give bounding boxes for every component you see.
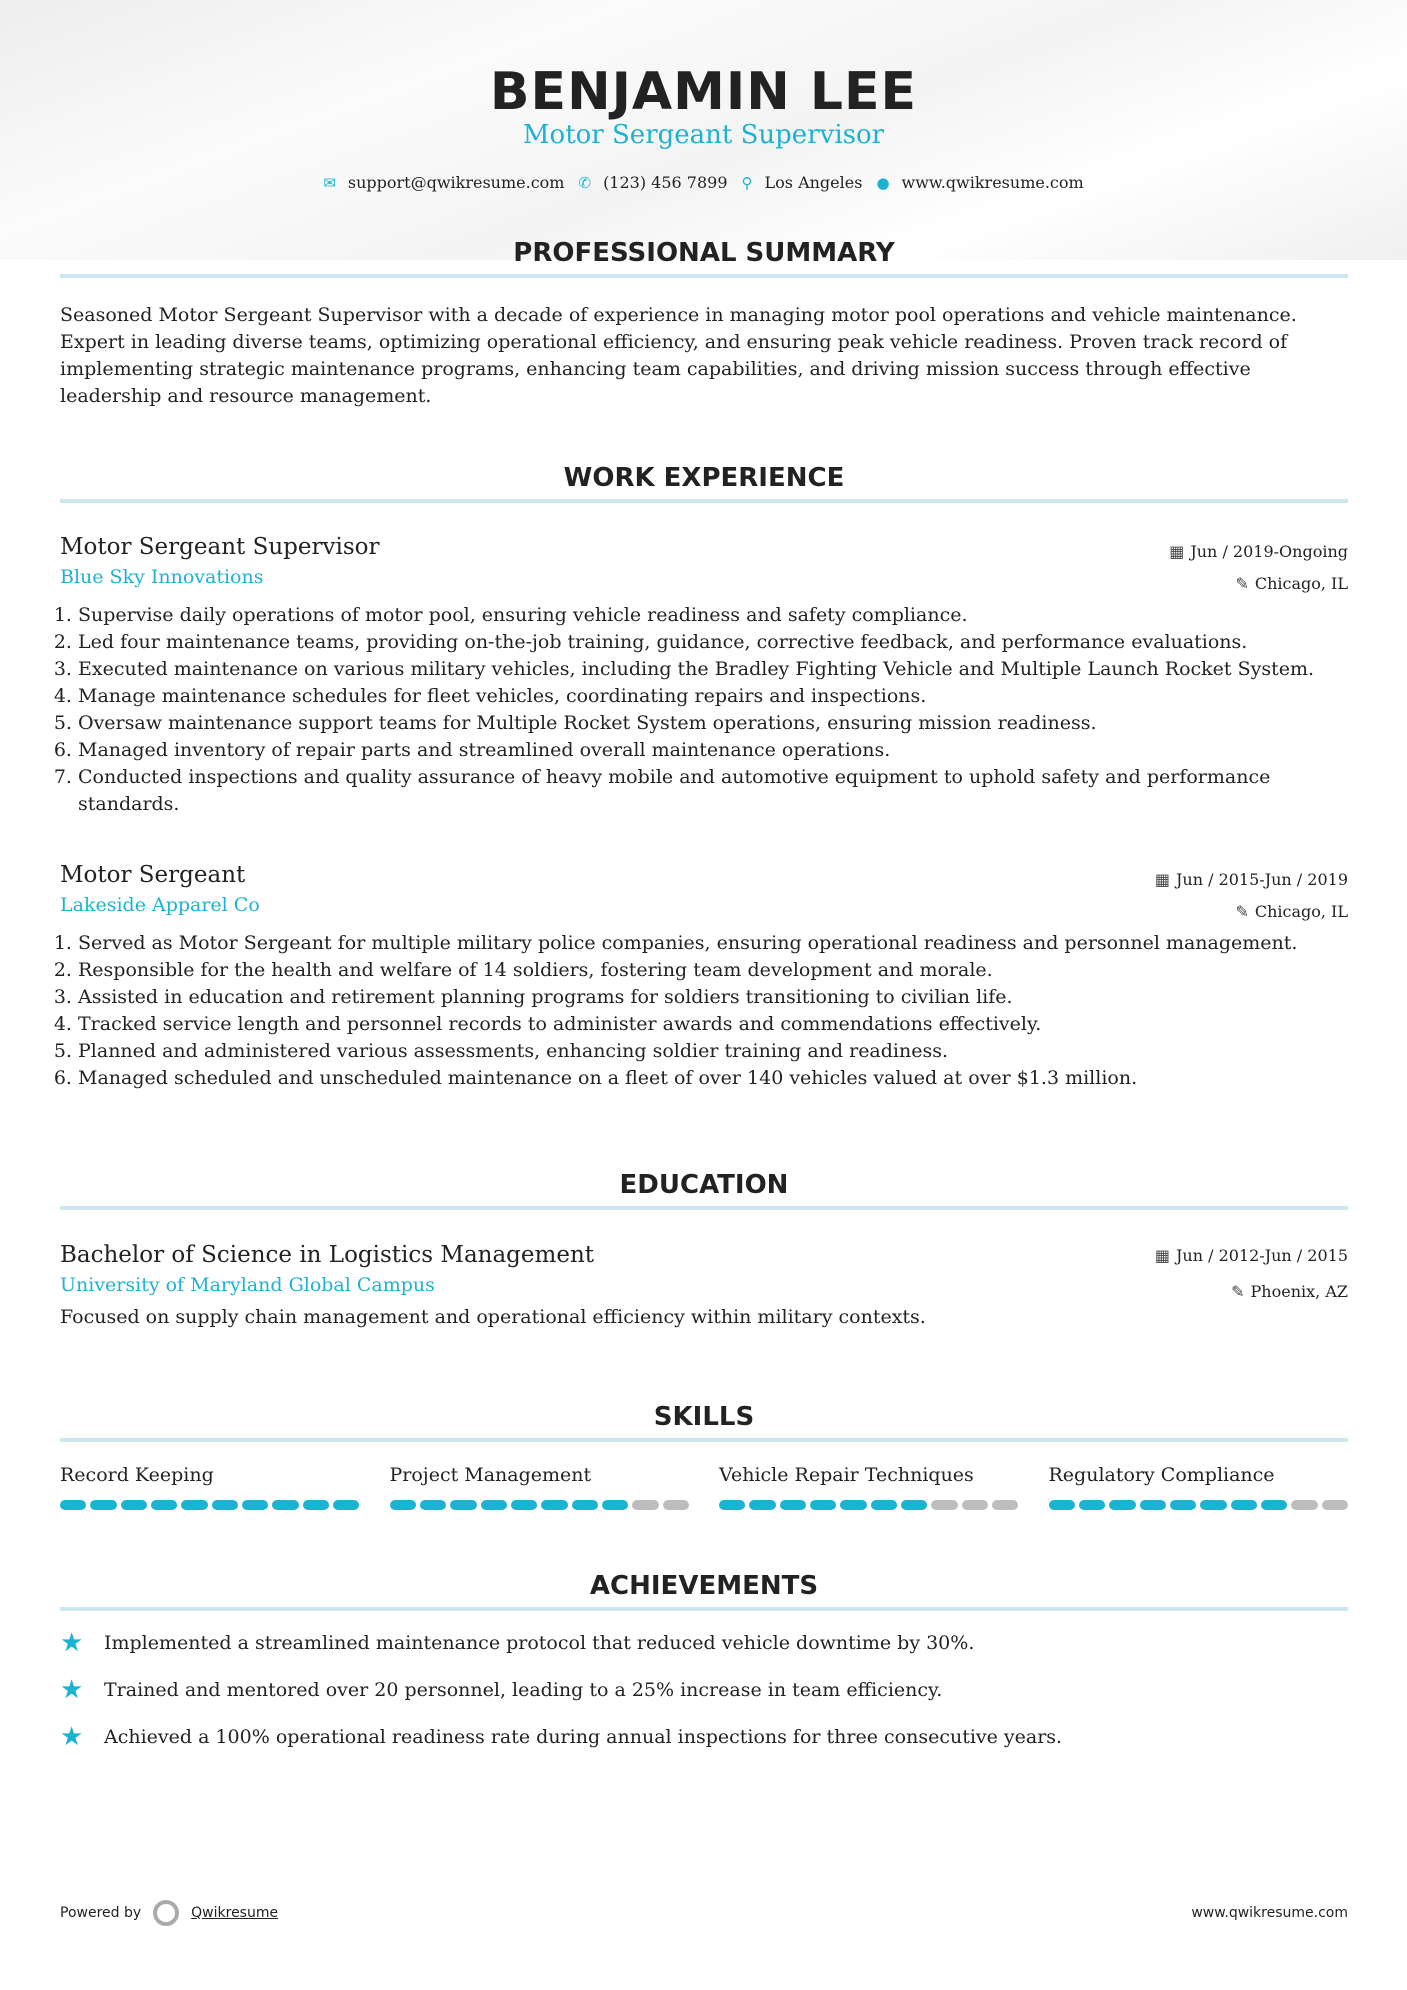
- calendar-icon: ▦: [1169, 542, 1185, 561]
- website[interactable]: www.qwikresume.com: [901, 173, 1084, 192]
- skill-item: [719, 1464, 1019, 1510]
- skill-level-segment: [962, 1500, 988, 1510]
- company-name: Blue Sky Innovations: [60, 566, 264, 588]
- achievement-item: ★ Trained and mentored over 20 personnel, leading to a 25% increase in team efficiency.: [60, 1675, 943, 1705]
- divider: [60, 1206, 1348, 1210]
- email[interactable]: support@qwikresume.com: [347, 173, 565, 192]
- job-dates: ▦ Jun / 2019-Ongoing: [1169, 542, 1348, 561]
- section-heading: EDUCATION: [619, 1170, 789, 1200]
- skill-level-bar: [390, 1500, 690, 1510]
- list-item: 6. Managed scheduled and unscheduled maintenance on a fleet of over 140 vehicles valued at over $1.3 million.: [78, 1065, 1348, 1092]
- section-heading: ACHIEVEMENTS: [589, 1571, 819, 1601]
- skill-level-bar: [1049, 1500, 1349, 1510]
- location: Los Angeles: [764, 173, 863, 192]
- skill-level-segment: [151, 1500, 177, 1510]
- section-heading: SKILLS: [653, 1402, 755, 1432]
- contact-bar: [0, 173, 1407, 192]
- skill-level-segment: [1291, 1500, 1317, 1510]
- skill-level-segment: [572, 1500, 598, 1510]
- skill-level-segment: [871, 1500, 897, 1510]
- phone: (123) 456 7899: [603, 173, 728, 192]
- pin-icon: ✎: [1231, 1282, 1245, 1301]
- skill-level-segment: [420, 1500, 446, 1510]
- skill-level-bar: [60, 1500, 360, 1510]
- skill-level-segment: [1200, 1500, 1226, 1510]
- skill-level-segment: [1109, 1500, 1135, 1510]
- skill-name: Regulatory Compliance: [1048, 1464, 1275, 1486]
- skill-level-segment: [242, 1500, 268, 1510]
- summary-section: [60, 238, 1348, 410]
- list-item: 1. Supervise daily operations of motor pool, ensuring vehicle readiness and safety compliance.: [78, 602, 1348, 629]
- skill-name: Record Keeping: [60, 1464, 214, 1486]
- brand-link[interactable]: Qwikresume: [191, 1905, 279, 1921]
- skill-item: [1049, 1464, 1349, 1510]
- skill-level-segment: [1170, 1500, 1196, 1510]
- skill-item: [60, 1464, 360, 1510]
- skill-level-segment: [212, 1500, 238, 1510]
- education-section: [60, 1170, 1348, 1210]
- list-item: 5. Planned and administered various assessments, enhancing soldier training and readiness.: [78, 1038, 1348, 1065]
- list-item: 7. Conducted inspections and quality assurance of heavy mobile and automotive equipment to uphold safety and performance standards.: [78, 764, 1348, 818]
- summary-text: Seasoned Motor Sergeant Supervisor with a decade of experience in managing motor pool operations and vehicle maintenance. Expert in leading diverse teams, optimizing operational efficiency, and ensuring peak vehicle readiness. Proven track record of implementing strategic maintenance programs, enhancing team capabilities, and driving mission success through effective leadership and resource management.: [60, 304, 1297, 407]
- education-description: Focused on supply chain management and operational efficiency within military contexts.: [60, 1306, 926, 1328]
- skill-level-segment: [931, 1500, 957, 1510]
- skill-level-segment: [749, 1500, 775, 1510]
- job-bullets: [60, 602, 1348, 818]
- achievement-item: ★ Achieved a 100% operational readiness rate during annual inspections for three consecutive years.: [60, 1722, 1063, 1752]
- list-item: 2. Led four maintenance teams, providing on-the-job training, guidance, corrective feedback, and performance evaluations.: [78, 629, 1348, 656]
- skill-level-segment: [90, 1500, 116, 1510]
- job-title: Motor Sergeant Supervisor: [60, 534, 380, 560]
- achievement-item: ★ Implemented a streamlined maintenance protocol that reduced vehicle downtime by 30%.: [60, 1628, 975, 1658]
- section-heading: PROFESSIONAL SUMMARY: [513, 238, 895, 268]
- achievements-section: [60, 1571, 1348, 1752]
- education-dates: ▦ Jun / 2012-Jun / 2015: [1154, 1246, 1348, 1265]
- skills-list: [60, 1464, 1348, 1510]
- job-location: ✎ Chicago, IL: [1235, 902, 1348, 921]
- education-location: ✎ Phoenix, AZ: [1231, 1282, 1348, 1301]
- section-heading: WORK EXPERIENCE: [563, 463, 845, 493]
- star-icon: ★: [60, 1628, 84, 1658]
- skill-level-segment: [840, 1500, 866, 1510]
- skill-level-segment: [333, 1500, 359, 1510]
- footer: [60, 1900, 1348, 1926]
- skill-level-segment: [632, 1500, 658, 1510]
- school-name: University of Maryland Global Campus: [60, 1274, 435, 1296]
- skill-level-segment: [663, 1500, 689, 1510]
- skill-item: [390, 1464, 690, 1510]
- list-item: 4. Manage maintenance schedules for fleet vehicles, coordinating repairs and inspections.: [78, 683, 1348, 710]
- skill-level-segment: [60, 1500, 86, 1510]
- candidate-title: Motor Sergeant Supervisor: [522, 120, 885, 150]
- company-name: Lakeside Apparel Co: [60, 894, 260, 916]
- star-icon: ★: [60, 1722, 84, 1752]
- education-entry: [60, 1242, 1348, 1331]
- job-title: Motor Sergeant: [60, 862, 246, 888]
- work-section: [60, 463, 1348, 503]
- skill-level-segment: [719, 1500, 745, 1510]
- list-item: 6. Managed inventory of repair parts and streamlined overall maintenance operations.: [78, 737, 1348, 764]
- degree: Bachelor of Science in Logistics Management: [60, 1242, 594, 1268]
- pin-icon: ✎: [1235, 902, 1249, 921]
- skill-level-segment: [1049, 1500, 1075, 1510]
- job-entry: [60, 534, 1348, 818]
- pin-icon: ✎: [1235, 574, 1249, 593]
- job-entry: [60, 862, 1348, 1092]
- divider: [60, 1438, 1348, 1442]
- skill-level-segment: [810, 1500, 836, 1510]
- skill-level-segment: [541, 1500, 567, 1510]
- skill-level-segment: [390, 1500, 416, 1510]
- skill-level-segment: [481, 1500, 507, 1510]
- footer-website[interactable]: www.qwikresume.com: [1191, 1905, 1348, 1921]
- skill-level-segment: [1322, 1500, 1348, 1510]
- job-dates: ▦ Jun / 2015-Jun / 2019: [1154, 870, 1348, 889]
- skill-level-segment: [780, 1500, 806, 1510]
- skill-level-segment: [450, 1500, 476, 1510]
- location-icon: ⚲: [741, 173, 753, 192]
- skill-level-segment: [1261, 1500, 1287, 1510]
- skill-level-segment: [1231, 1500, 1257, 1510]
- phone-icon: ✆: [578, 173, 592, 192]
- skill-level-segment: [1140, 1500, 1166, 1510]
- divider: [60, 274, 1348, 278]
- star-icon: ★: [60, 1675, 84, 1705]
- skill-level-segment: [121, 1500, 147, 1510]
- skill-level-segment: [1079, 1500, 1105, 1510]
- calendar-icon: ▦: [1154, 1246, 1170, 1265]
- qwikresume-logo-icon: [153, 1900, 179, 1926]
- globe-icon: ●: [876, 173, 890, 192]
- skills-section: [60, 1402, 1348, 1510]
- email-icon: ✉: [323, 173, 336, 192]
- list-item: 4. Tracked service length and personnel records to administer awards and commendations effectively.: [78, 1011, 1348, 1038]
- skill-level-segment: [181, 1500, 207, 1510]
- divider: [60, 1607, 1348, 1611]
- skill-level-segment: [901, 1500, 927, 1510]
- list-item: 3. Assisted in education and retirement planning programs for soldiers transitioning to civilian life.: [78, 984, 1348, 1011]
- skill-name: Vehicle Repair Techniques: [719, 1464, 974, 1486]
- skill-level-segment: [272, 1500, 298, 1510]
- powered-by: Powered by: [60, 1905, 142, 1921]
- list-item: 3. Executed maintenance on various military vehicles, including the Bradley Fighting Vehicle and Multiple Launch Rocket System.: [78, 656, 1348, 683]
- job-bullets: [60, 930, 1348, 1092]
- skill-level-segment: [602, 1500, 628, 1510]
- skill-level-segment: [992, 1500, 1018, 1510]
- skill-level-segment: [511, 1500, 537, 1510]
- skill-level-bar: [719, 1500, 1019, 1510]
- candidate-name: BENJAMIN LEE: [489, 62, 918, 122]
- divider: [60, 499, 1348, 503]
- skill-name: Project Management: [389, 1464, 592, 1486]
- job-location: ✎ Chicago, IL: [1235, 574, 1348, 593]
- list-item: 2. Responsible for the health and welfare of 14 soldiers, fostering team development and morale.: [78, 957, 1348, 984]
- list-item: 5. Oversaw maintenance support teams for Multiple Rocket System operations, ensuring mission readiness.: [78, 710, 1348, 737]
- list-item: 1. Served as Motor Sergeant for multiple military police companies, ensuring operational readiness and personnel management.: [78, 930, 1348, 957]
- calendar-icon: ▦: [1154, 870, 1170, 889]
- skill-level-segment: [303, 1500, 329, 1510]
